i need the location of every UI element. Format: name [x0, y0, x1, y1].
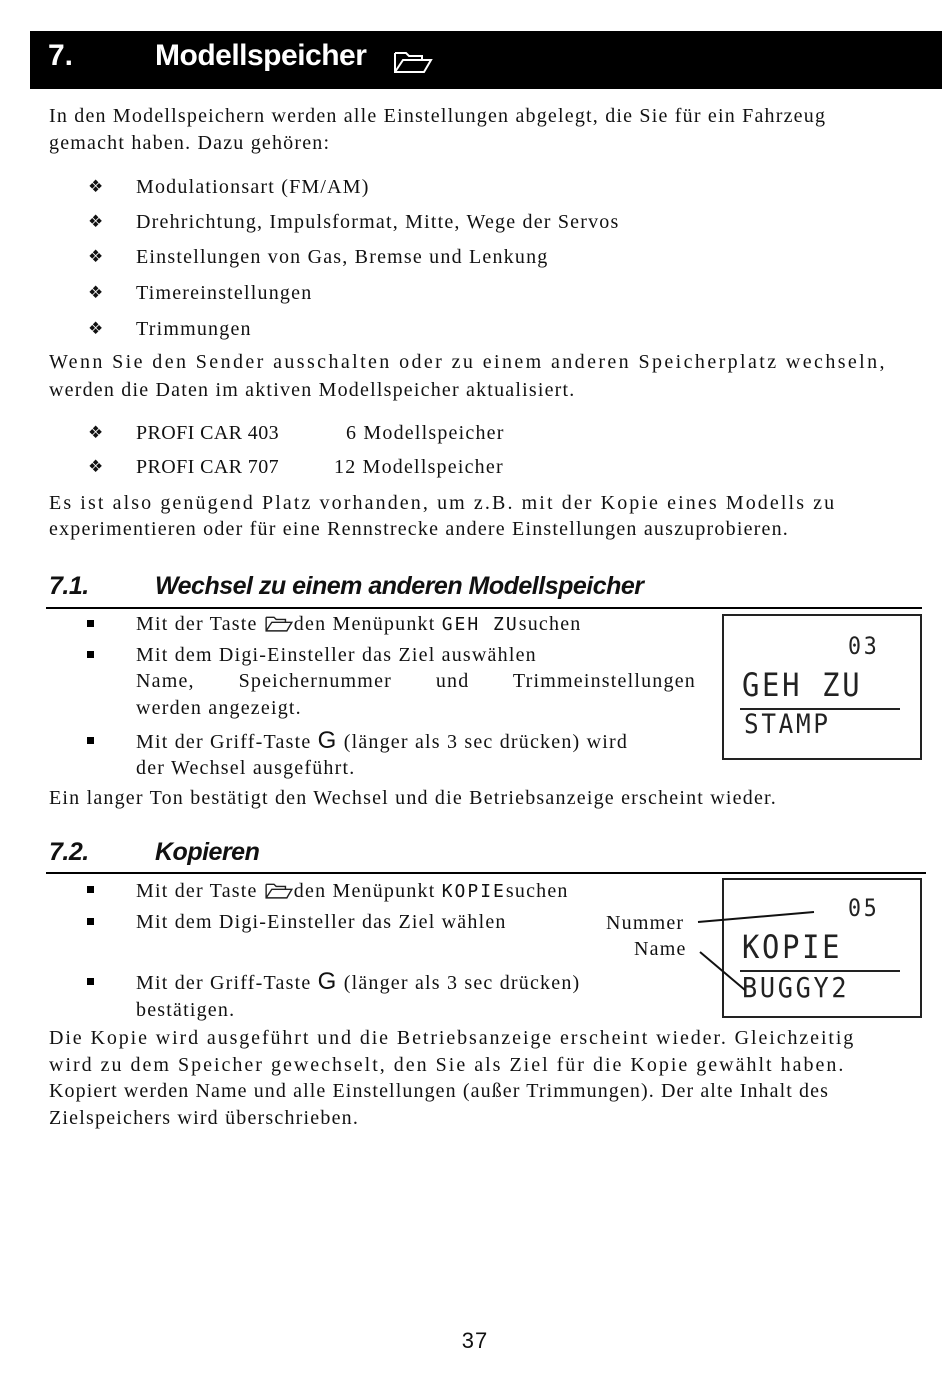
callout-label-name: Name	[634, 938, 687, 960]
square-bullet-icon	[87, 978, 94, 985]
page-number: 37	[461, 1328, 489, 1353]
diamond-bullet-icon: ❖	[88, 457, 104, 476]
switch-note-line-1: Wenn Sie den Sender ausschalten oder zu einem anderen Speicherplatz wechseln,	[49, 351, 887, 373]
step-text: werden angezeigt.	[136, 697, 302, 719]
callout-label-number: Nummer	[606, 912, 685, 934]
griff-key-icon: G	[317, 968, 338, 995]
step-text: Name, Speichernummer und Trimmeinstellungen	[136, 670, 696, 692]
chapter-number: 7.	[48, 39, 74, 72]
section-number: 7.1.	[49, 572, 89, 600]
model-slots: 12 Modellspeicher	[334, 456, 504, 478]
folder-icon	[392, 47, 434, 75]
lcd-line-1: GEH ZU	[742, 666, 863, 704]
chapter-title: Modellspeicher	[155, 39, 367, 72]
folder-icon	[264, 880, 294, 900]
step-text: Mit der Taste den Menüpunkt GEH ZUsuchen	[136, 613, 582, 635]
diamond-bullet-icon: ❖	[88, 283, 104, 302]
closing-line-1: Die Kopie wird ausgeführt und die Betriebsanzeige erscheint wieder. Gleichzeitig	[49, 1027, 856, 1049]
diamond-bullet-icon: ❖	[88, 319, 104, 338]
diamond-bullet-icon: ❖	[88, 247, 104, 266]
list-item: Trimmungen	[136, 318, 252, 340]
section-number: 7.2.	[49, 838, 89, 866]
square-bullet-icon	[87, 737, 94, 744]
lcd-line-1: KOPIE	[742, 928, 843, 966]
menu-code: GEH ZU	[441, 614, 519, 635]
square-bullet-icon	[87, 651, 94, 658]
model-slots: 6 Modellspeicher	[346, 422, 505, 444]
model-name: PROFI CAR 403	[136, 422, 280, 444]
closing-line-2: wird zu dem Speicher gewechselt, den Sie als Ziel für die Kopie gewählt haben.	[49, 1054, 846, 1076]
intro-line-2: gemacht haben. Dazu gehören:	[49, 132, 331, 154]
switch-note-line-2: werden die Daten im aktiven Modellspeicher aktualisiert.	[49, 379, 576, 401]
square-bullet-icon	[87, 918, 94, 925]
space-note-line-2: experimentieren oder für eine Rennstrecke andere Einstellungen auszuprobieren.	[49, 518, 789, 540]
space-note-line-1: Es ist also genügend Platz vorhanden, um z.B. mit der Kopie eines Modells zu	[49, 492, 837, 514]
intro-line-1: In den Modellspeichern werden alle Einstellungen abgelegt, die Sie für ein Fahrzeug	[49, 105, 827, 127]
step-text: Mit der Taste den Menüpunkt KOPIEsuchen	[136, 880, 569, 902]
square-bullet-icon	[87, 886, 94, 893]
step-text: Mit dem Digi-Einsteller das Ziel auswählen	[136, 644, 537, 666]
lcd-line-2: STAMP	[744, 709, 831, 740]
lcd-line-2: BUGGY2	[742, 971, 850, 1004]
folder-icon	[264, 613, 294, 633]
step-text: der Wechsel ausgeführt.	[136, 757, 356, 779]
callout-lines	[690, 900, 830, 1000]
chapter-title-bar	[30, 31, 942, 89]
model-name: PROFI CAR 707	[136, 456, 280, 478]
closing-line-3: Kopiert werden Name und alle Einstellungen (außer Trimmungen). Der alte Inhalt des	[49, 1080, 830, 1102]
section-title: Kopieren	[155, 838, 260, 866]
section-divider	[46, 872, 926, 874]
step-text: bestätigen.	[136, 999, 236, 1021]
griff-key-icon: G	[317, 727, 338, 754]
lcd-number: 05	[848, 894, 880, 922]
section-divider	[46, 607, 922, 609]
square-bullet-icon	[87, 620, 94, 627]
lcd-display	[722, 614, 922, 760]
list-item: Einstellungen von Gas, Bremse und Lenkung	[136, 246, 549, 268]
list-item: Drehrichtung, Impulsformat, Mitte, Wege der Servos	[136, 211, 620, 233]
diamond-bullet-icon: ❖	[88, 212, 104, 231]
diamond-bullet-icon: ❖	[88, 423, 104, 442]
lcd-number: 03	[848, 632, 880, 660]
diamond-bullet-icon: ❖	[88, 177, 104, 196]
step-text: Mit der Griff-Taste G (länger als 3 sec drücken) wird	[136, 727, 629, 754]
step-text: Mit dem Digi-Einsteller das Ziel wählen	[136, 911, 507, 933]
section-closing: Ein langer Ton bestätigt den Wechsel und die Betriebsanzeige erscheint wieder.	[49, 787, 777, 809]
list-item: Timereinstellungen	[136, 282, 313, 304]
list-item: Modulationsart (FM/AM)	[136, 176, 370, 198]
section-title: Wechsel zu einem anderen Modellspeicher	[155, 572, 644, 600]
menu-code: KOPIE	[441, 881, 506, 902]
closing-line-4: Zielspeichers wird überschrieben.	[49, 1107, 360, 1129]
step-text: Mit der Griff-Taste G (länger als 3 sec drücken)	[136, 968, 581, 995]
